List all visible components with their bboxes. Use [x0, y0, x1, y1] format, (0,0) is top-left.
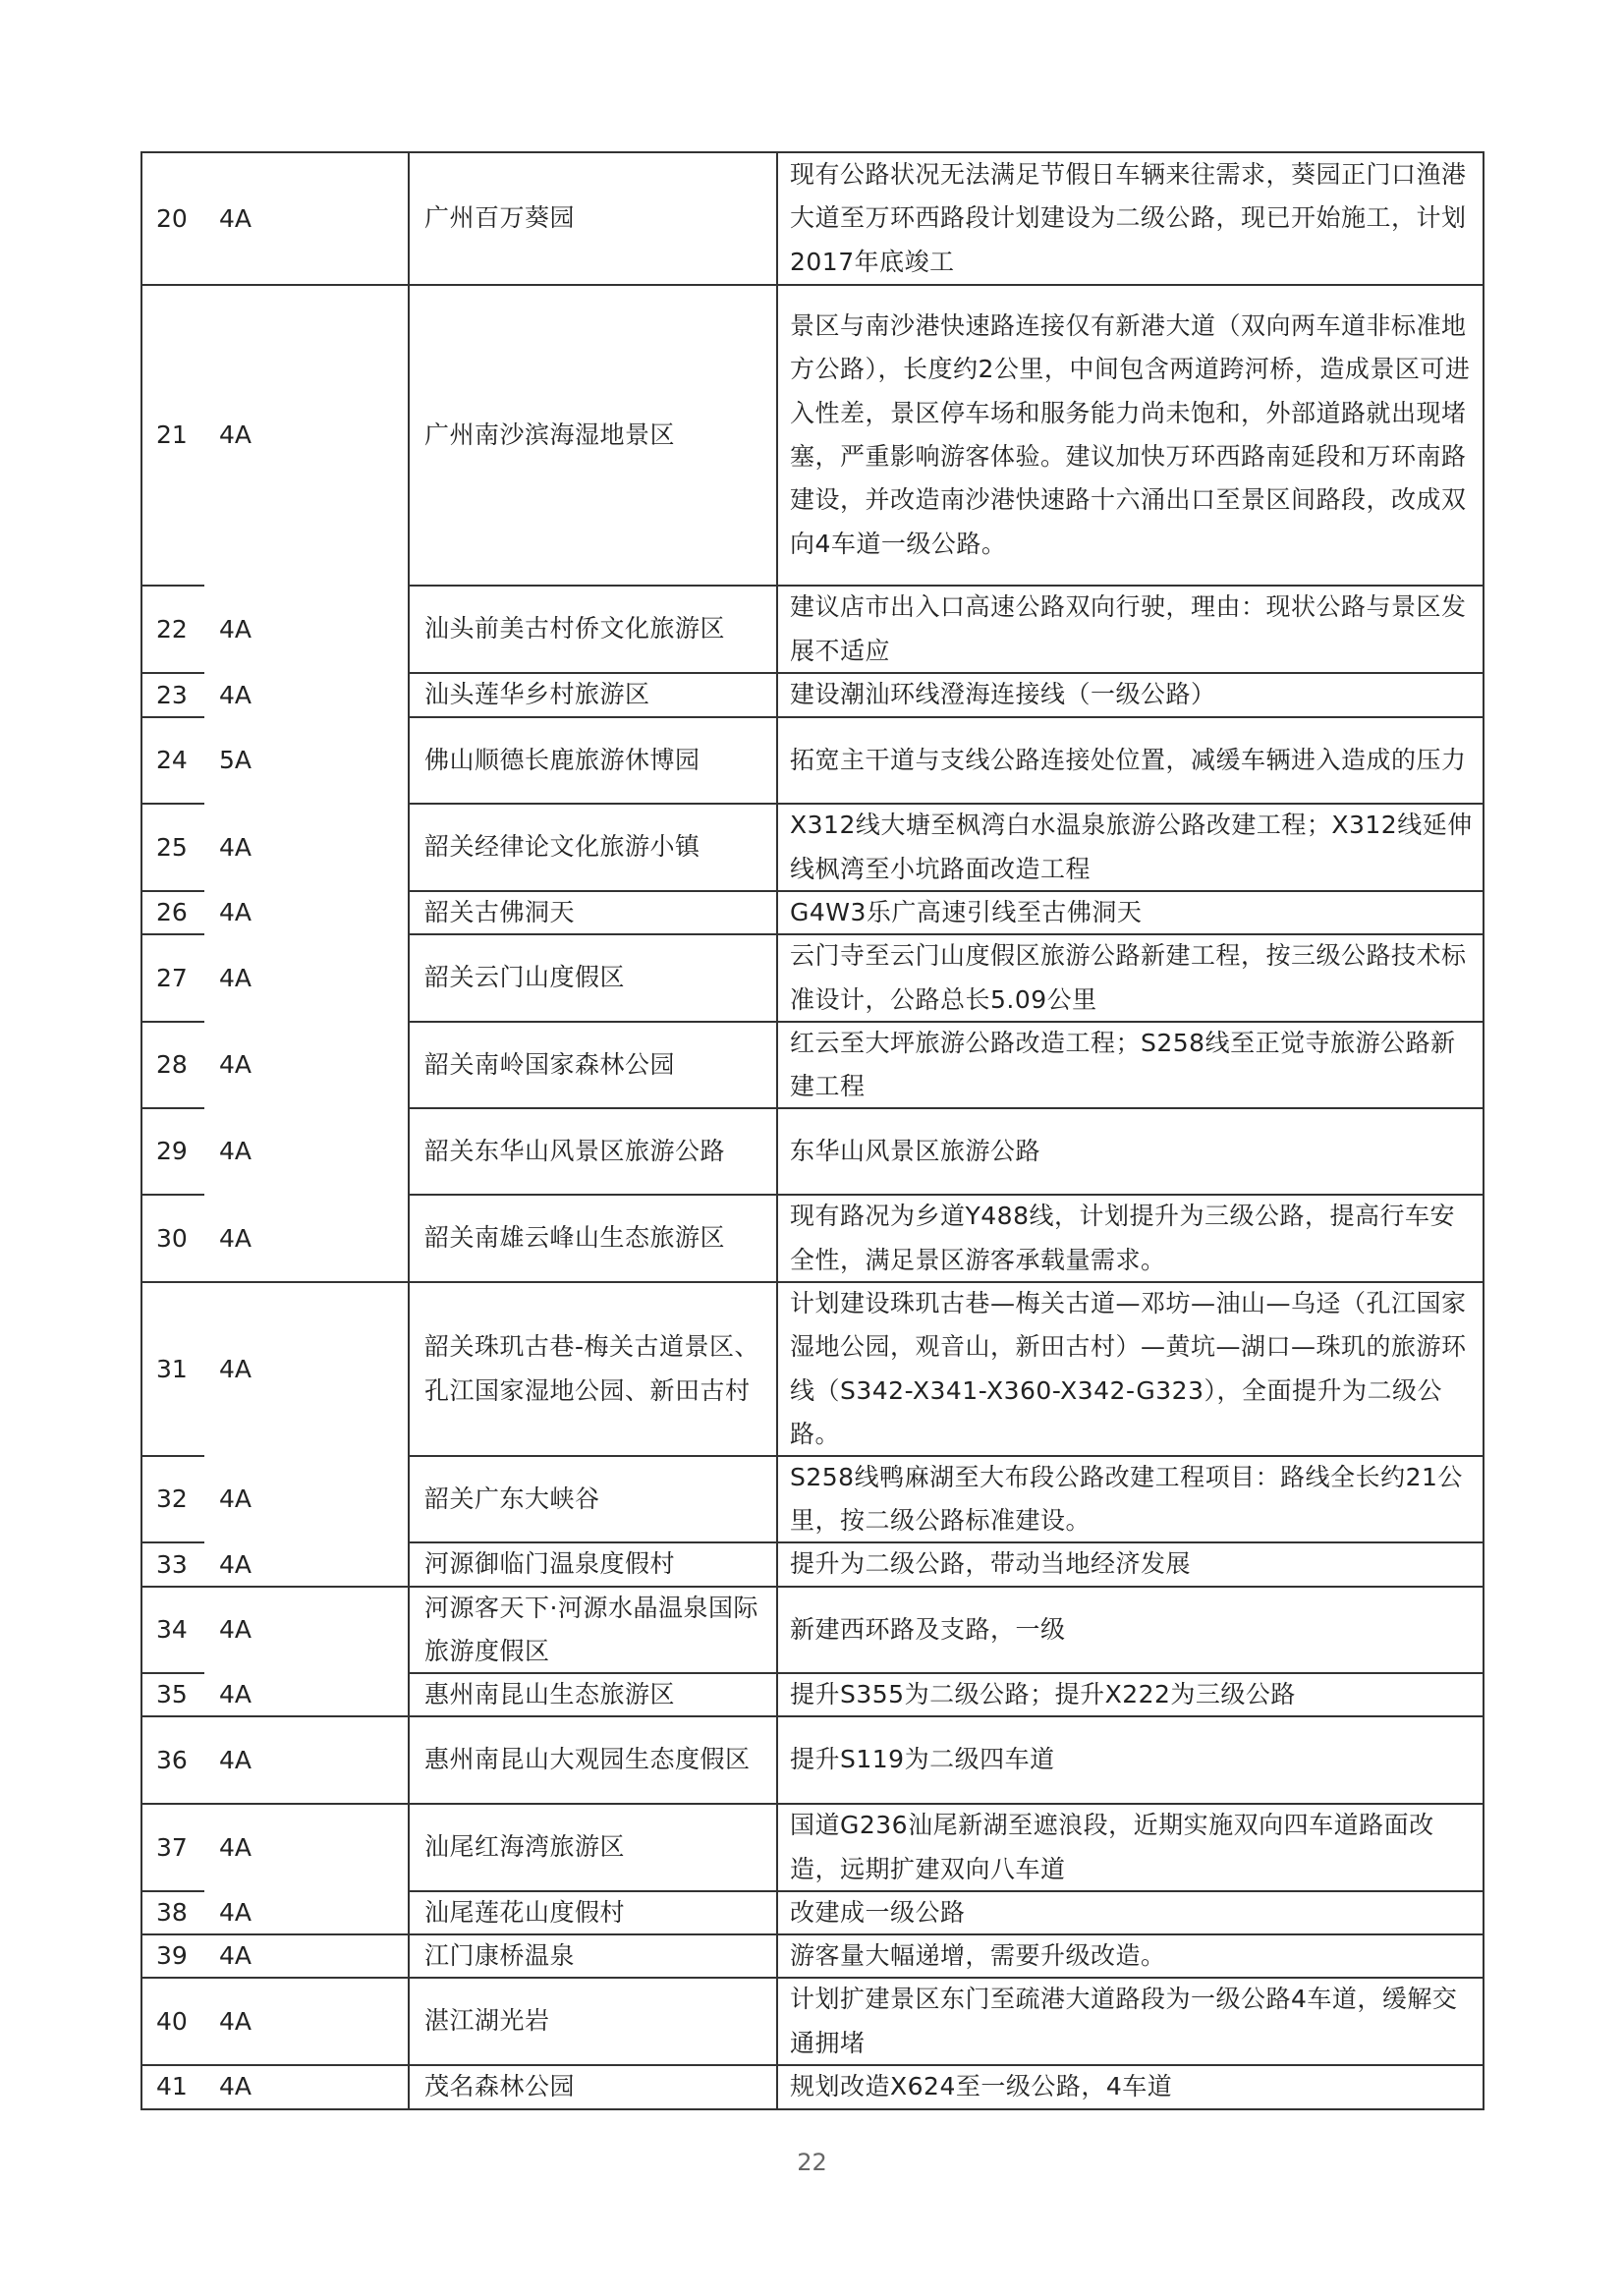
grade-level: 4A [219, 1549, 252, 1579]
grade-level: 4A [219, 1898, 252, 1927]
number-grade-cell [140, 1716, 408, 1804]
attraction-name-cell [408, 1978, 776, 2065]
grade-level: 4A [219, 1941, 252, 1970]
attraction-name-cell [408, 1673, 776, 1716]
row-number: 41 [156, 2072, 188, 2100]
road-plan-cell [776, 673, 1484, 717]
number-grade-cell [140, 804, 408, 891]
row-number: 23 [156, 680, 188, 709]
attraction-name-cell [408, 717, 776, 804]
row-number: 21 [156, 420, 188, 449]
row-divider-partial [140, 1021, 204, 1023]
table-row [140, 1108, 1484, 1195]
table-row [140, 1978, 1484, 2065]
grade-level: 4A [219, 2006, 252, 2036]
road-plan-note: 建议店市出入口高速公路双向行驶，理由：现状公路与景区发展不适应 [790, 592, 1467, 665]
row-divider [408, 585, 1484, 587]
attraction-name-cell [408, 152, 776, 285]
table-row [140, 1804, 1484, 1891]
table-row [140, 1542, 1484, 1587]
number-grade-cell [140, 1282, 408, 1456]
grade-level: 4A [219, 1680, 252, 1708]
attraction-name: 汕头前美古村侨文化旅游区 [424, 614, 726, 644]
road-plan-note: 计划扩建景区东门至疏港大道路段为一级公路4车道，缓解交通拥堵 [790, 1985, 1458, 2057]
table-row [140, 1673, 1484, 1716]
row-divider-partial [140, 1890, 204, 1892]
attraction-name-cell [408, 285, 776, 586]
grade-level: 4A [219, 898, 252, 926]
attraction-name: 韶关珠玑古巷-梅关古道景区、孔江国家湿地公园、新田古村 [424, 1332, 760, 1405]
table-row [140, 1282, 1484, 1456]
attraction-name-cell [408, 2065, 776, 2108]
attraction-name: 韶关云门山度假区 [424, 963, 626, 992]
road-plan-note: 提升S355为二级公路；提升X222为三级公路 [790, 1679, 1296, 1708]
grade-level: 4A [219, 963, 252, 992]
number-grade-cell [140, 1542, 408, 1587]
row-divider-partial [140, 1541, 204, 1543]
road-plan-cell [776, 2065, 1484, 2108]
attraction-name-cell [408, 1804, 776, 1891]
number-grade-cell [140, 717, 408, 804]
table-bottom-border [140, 2108, 1484, 2110]
attraction-name-cell [408, 1456, 776, 1542]
table-row [140, 934, 1484, 1022]
table-row [140, 285, 1484, 586]
row-number: 25 [156, 832, 188, 862]
grade-level: 4A [219, 203, 252, 233]
table-row [140, 1195, 1484, 1282]
number-grade-cell [140, 285, 408, 586]
grade-level: 4A [219, 1050, 252, 1079]
row-divider [408, 890, 1484, 892]
road-plan-note: 规划改造X624至一级公路，4车道 [790, 2071, 1173, 2100]
grade-level: 4A [219, 1484, 252, 1513]
row-divider [408, 1194, 1484, 1196]
road-plan-cell [776, 717, 1484, 804]
row-divider-partial [140, 803, 204, 805]
number-grade-cell [140, 2065, 408, 2108]
table-row [140, 1022, 1484, 1108]
table-row [140, 586, 1484, 673]
row-number: 34 [156, 1615, 188, 1644]
attraction-name-cell [408, 1108, 776, 1195]
attraction-name: 广州百万葵园 [424, 203, 576, 233]
attraction-name: 韶关古佛洞天 [424, 897, 576, 926]
row-number: 38 [156, 1898, 188, 1927]
attraction-name: 韶关广东大峡谷 [424, 1484, 600, 1513]
number-grade-cell [140, 1587, 408, 1673]
attraction-name: 韶关东华山风景区旅游公路 [424, 1136, 726, 1165]
road-plan-note: 建设潮汕环线澄海连接线（一级公路） [790, 680, 1216, 709]
road-plan-cell [776, 1934, 1484, 1978]
attraction-name: 惠州南昆山生态旅游区 [424, 1679, 676, 1708]
attraction-name: 广州南沙滨海湿地景区 [424, 420, 676, 449]
grade-level: 4A [219, 1137, 252, 1165]
road-plan-note: X312线大塘至枫湾白水温泉旅游公路改建工程；X312线延伸线枫湾至小坑路面改造工程 [790, 811, 1473, 883]
road-plan-cell [776, 1716, 1484, 1804]
row-divider [408, 933, 1484, 935]
row-divider [408, 1541, 1484, 1543]
table-row [140, 673, 1484, 717]
grade-level: 4A [219, 832, 252, 862]
table-row [140, 1934, 1484, 1978]
attraction-name: 河源御临门温泉度假村 [424, 1549, 676, 1579]
number-grade-cell [140, 1978, 408, 2065]
row-number: 39 [156, 1941, 188, 1970]
attraction-name-cell [408, 934, 776, 1022]
attraction-name-cell [408, 1587, 776, 1673]
attraction-name-cell [408, 1891, 776, 1934]
attraction-name-cell [408, 1022, 776, 1108]
number-grade-cell [140, 586, 408, 673]
grade-level: 4A [219, 420, 252, 449]
number-grade-cell [140, 1934, 408, 1978]
road-plan-note: 云门寺至云门山度假区旅游公路新建工程，按三级公路技术标准设计，公路总长5.09公里 [790, 941, 1467, 1014]
number-grade-cell [140, 1022, 408, 1108]
number-grade-cell [140, 1891, 408, 1934]
road-plan-note: 现有路况为乡道Y488线，计划提升为三级公路，提高行车安全性，满足景区游客承载量需求。 [790, 1202, 1455, 1274]
number-grade-cell [140, 152, 408, 285]
row-number: 36 [156, 1745, 188, 1774]
road-plan-note: 新建西环路及支路，一级 [790, 1614, 1066, 1644]
grade-level: 4A [219, 1832, 252, 1862]
row-divider [408, 1021, 1484, 1023]
number-grade-cell [140, 1108, 408, 1195]
row-number: 22 [156, 614, 188, 644]
attraction-name: 韶关南雄云峰山生态旅游区 [424, 1223, 726, 1253]
road-plan-note: 计划建设珠玑古巷—梅关古道—邓坊—油山—乌迳（孔江国家湿地公园，观音山，新田古村）—黄坑—湖口—珠玑的旅游环线（S342-X341-X360-X342-G323），全面提升为二级公路。 [790, 1288, 1467, 1448]
table-row [140, 1456, 1484, 1542]
attraction-name: 佛山顺德长鹿旅游休博园 [424, 745, 700, 774]
road-plan-cell [776, 1456, 1484, 1542]
grade-level: 4A [219, 1745, 252, 1774]
row-number: 31 [156, 1354, 188, 1383]
attraction-name-cell [408, 804, 776, 891]
row-divider-partial [140, 716, 204, 718]
row-number: 20 [156, 203, 188, 233]
row-divider-partial [140, 1194, 204, 1196]
row-number: 26 [156, 898, 188, 926]
row-number: 27 [156, 963, 188, 992]
attraction-name: 江门康桥温泉 [424, 1940, 576, 1970]
grade-level: 4A [219, 1354, 252, 1383]
row-number: 35 [156, 1680, 188, 1708]
row-divider-partial [140, 933, 204, 935]
attraction-name: 茂名森林公园 [424, 2071, 576, 2100]
number-grade-cell [140, 673, 408, 717]
road-plan-note: 拓宽主干道与支线公路连接处位置，减缓车辆进入造成的压力 [790, 745, 1467, 774]
row-divider [408, 716, 1484, 718]
attraction-name: 河源客天下·河源水晶温泉国际旅游度假区 [424, 1593, 758, 1665]
road-plan-cell [776, 1542, 1484, 1587]
attraction-name: 汕头莲华乡村旅游区 [424, 680, 650, 709]
page-number: 22 [797, 2149, 827, 2176]
attraction-name-cell [408, 1195, 776, 1282]
row-divider-partial [140, 890, 204, 892]
attractions-road-table [140, 152, 1484, 2108]
row-number: 32 [156, 1484, 188, 1513]
road-plan-note: 游客量大幅递增，需要升级改造。 [790, 1940, 1166, 1970]
grade-level: 4A [219, 1615, 252, 1644]
table-row [140, 804, 1484, 891]
attraction-name-cell [408, 891, 776, 934]
row-divider [408, 672, 1484, 674]
attraction-name-cell [408, 1934, 776, 1978]
table-row [140, 152, 1484, 285]
road-plan-cell [776, 891, 1484, 934]
row-number: 30 [156, 1223, 188, 1253]
row-divider-partial [140, 1107, 204, 1109]
road-plan-cell [776, 1891, 1484, 1934]
row-divider-partial [140, 672, 204, 674]
attraction-name: 汕尾莲花山度假村 [424, 1897, 626, 1927]
row-divider-partial [140, 1455, 204, 1457]
road-plan-note: 国道G236汕尾新湖至遮浪段，近期实施双向四车道路面改造，远期扩建双向八车道 [790, 1811, 1434, 1883]
road-plan-cell [776, 1195, 1484, 1282]
number-grade-cell [140, 1804, 408, 1891]
row-divider-partial [140, 1672, 204, 1674]
road-plan-cell [776, 804, 1484, 891]
attraction-name: 汕尾红海湾旅游区 [424, 1832, 626, 1862]
row-number: 37 [156, 1832, 188, 1862]
grade-level: 4A [219, 614, 252, 644]
number-grade-cell [140, 1673, 408, 1716]
attraction-name: 惠州南昆山大观园生态度假区 [424, 1745, 751, 1774]
road-plan-note: S258线鸭麻湖至大布段公路改建工程项目：路线全长约21公里，按二级公路标准建设。 [790, 1462, 1463, 1535]
row-number: 40 [156, 2006, 188, 2036]
attraction-name: 韶关南岭国家森林公园 [424, 1049, 676, 1079]
road-plan-note: 提升为二级公路，带动当地经济发展 [790, 1549, 1192, 1579]
road-plan-note: 提升S119为二级四车道 [790, 1745, 1055, 1774]
road-plan-note: 红云至大坪旅游公路改造工程；S258线至正觉寺旅游公路新建工程 [790, 1028, 1456, 1100]
table-row [140, 1716, 1484, 1804]
road-plan-cell [776, 1282, 1484, 1456]
road-plan-cell [776, 1804, 1484, 1891]
number-grade-cell [140, 1195, 408, 1282]
table-row [140, 2065, 1484, 2108]
attraction-name: 湛江湖光岩 [424, 2006, 550, 2036]
road-plan-cell [776, 1022, 1484, 1108]
table-row [140, 717, 1484, 804]
attraction-name-cell [408, 673, 776, 717]
attraction-name-cell [408, 586, 776, 673]
row-divider [408, 1890, 1484, 1892]
road-plan-note: 现有公路状况无法满足节假日车辆来往需求，葵园正门口渔港大道至万环西路段计划建设为二级公路，现已开始施工，计划2017年底竣工 [790, 160, 1467, 276]
road-plan-cell [776, 934, 1484, 1022]
row-divider [408, 1672, 1484, 1674]
attraction-name-cell [408, 1716, 776, 1804]
number-grade-cell [140, 891, 408, 934]
number-grade-cell [140, 934, 408, 1022]
road-plan-note: 改建成一级公路 [790, 1897, 966, 1927]
attraction-name-cell [408, 1542, 776, 1587]
attraction-name: 韶关经律论文化旅游小镇 [424, 832, 700, 862]
row-number: 24 [156, 746, 188, 774]
grade-level: 5A [219, 746, 252, 774]
row-divider [408, 1455, 1484, 1457]
grade-level: 4A [219, 2072, 252, 2100]
road-plan-note: 东华山风景区旅游公路 [790, 1136, 1041, 1165]
road-plan-cell [776, 1978, 1484, 2065]
road-plan-cell [776, 285, 1484, 586]
table-row [140, 891, 1484, 934]
road-plan-note: 景区与南沙港快速路连接仅有新港大道（双向两车道非标准地方公路），长度约2公里，中间包含两道跨河桥，造成景区可进入性差，景区停车场和服务能力尚未饱和，外部道路就出现堵塞，严重影响游客体验。建议加快万环西路南延段和万环南路建设，并改造南沙港快速路十六涌出口至景区间路段，改成双向4车道一级公路。 [790, 311, 1471, 558]
table-row [140, 1587, 1484, 1673]
road-plan-cell [776, 586, 1484, 673]
row-number: 29 [156, 1137, 188, 1165]
row-number: 33 [156, 1549, 188, 1579]
row-divider [408, 803, 1484, 805]
road-plan-cell [776, 1108, 1484, 1195]
attraction-name-cell [408, 1282, 776, 1456]
road-plan-cell [776, 1673, 1484, 1716]
grade-level: 4A [219, 680, 252, 709]
road-plan-cell [776, 1587, 1484, 1673]
table-row [140, 1891, 1484, 1934]
road-plan-note: G4W3乐广高速引线至古佛洞天 [790, 897, 1143, 926]
number-grade-cell [140, 1456, 408, 1542]
row-divider-partial [140, 585, 204, 587]
row-divider [408, 1107, 1484, 1109]
grade-level: 4A [219, 1223, 252, 1253]
road-plan-cell [776, 152, 1484, 285]
row-number: 28 [156, 1050, 188, 1079]
